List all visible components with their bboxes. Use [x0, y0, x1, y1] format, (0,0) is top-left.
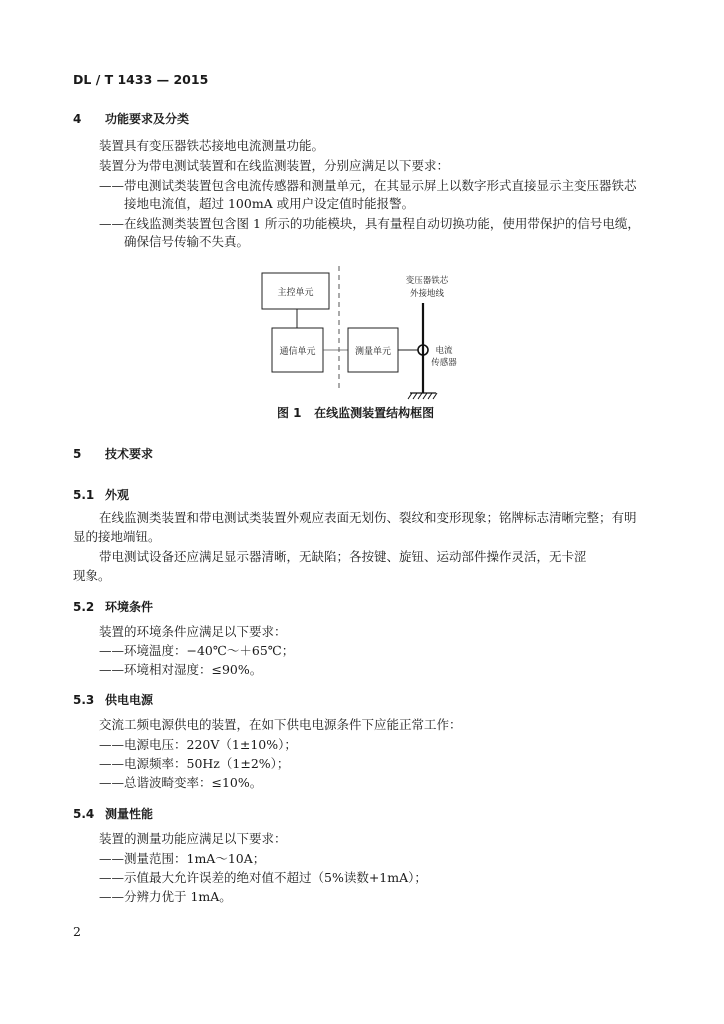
comm-unit-label: 通信单元: [279, 347, 316, 357]
section-title: 技术要求: [105, 447, 154, 461]
ground-label-line1: 变压器铁芯: [405, 276, 449, 286]
document-code: DL / T 1433 — 2015: [73, 72, 209, 87]
list-item: ——电源电压：220V（1±10%）；: [99, 737, 297, 752]
subsection-heading-5-4: [73, 806, 153, 822]
paragraph-line: 交流工频电源供电的装置，在如下供电电源条件下应能正常工作：: [99, 717, 462, 732]
list-item: ——在线监测类装置包含图 1 所示的功能模块，具有量程自动切换功能，使用带保护的信号电缆，: [99, 216, 640, 231]
section-title: 外观: [105, 488, 130, 502]
list-item: ——分辨力优于 1mA。: [99, 889, 232, 904]
section-title: 功能要求及分类: [105, 112, 190, 126]
host-unit-label: 主控单元: [277, 288, 314, 298]
subsection-heading-5-2: [73, 599, 153, 615]
paragraph-line: 带电测试设备还应满足显示器清晰，无缺陷；各按键、旋钮、运动部件操作灵活，无卡涩: [99, 549, 587, 564]
section-number: 5: [73, 447, 82, 461]
sensor-label-line2: 传感器: [431, 358, 457, 368]
section-title: 测量性能: [105, 807, 154, 821]
paragraph-line: 装置分为带电测试装置和在线监测装置，分别应满足以下要求：: [99, 158, 450, 173]
paragraph-line: 装置的测量功能应满足以下要求：: [99, 831, 287, 846]
list-item: ——电源频率：50Hz（1±2%）；: [99, 756, 290, 771]
list-item: ——环境温度：−40℃～＋65℃；: [99, 643, 295, 658]
section-number: 5.2: [73, 600, 95, 614]
paragraph-line: 显的接地端钮。: [73, 529, 161, 544]
paragraph-line: 装置具有变压器铁芯接地电流测量功能。: [99, 138, 325, 153]
list-item-continuation: 确保信号传输不失真。: [124, 234, 250, 249]
section-title: 环境条件: [105, 600, 154, 614]
list-item: ——环境相对湿度：≤90%。: [99, 662, 263, 677]
sensor-label-line1: 电流: [435, 346, 453, 356]
list-item: ——带电测试类装置包含电流传感器和测量单元，在其显示屏上以数字形式直接显示主变压器铁芯: [99, 178, 637, 193]
section-number: 5.4: [73, 807, 95, 821]
page-number: 2: [73, 924, 81, 939]
figure-caption: [277, 405, 434, 421]
ground-symbol-hatch: [408, 393, 437, 399]
subsection-heading-5-3: [73, 692, 153, 708]
section-title: 供电电源: [105, 693, 154, 707]
section-number: 4: [73, 112, 82, 126]
list-item: ——总谐波畸变率：≤10%。: [99, 775, 263, 790]
list-item: ——测量范围：1mA～10A；: [99, 851, 266, 866]
section-heading-5: [73, 446, 153, 462]
section-number: 5.3: [73, 693, 95, 707]
figure-title: 在线监测装置结构框图: [314, 406, 435, 420]
section-number: 5.1: [73, 488, 95, 502]
paragraph-line: 在线监测类装置和带电测试类装置外观应表面无划伤、裂纹和变形现象；铭牌标志清晰完整；有明: [99, 510, 637, 525]
list-item: ——示值最大允许误差的绝对值不超过（5%读数+1mA）；: [99, 870, 427, 885]
paragraph-line: 装置的环境条件应满足以下要求：: [99, 624, 287, 639]
paragraph-line: 现象。: [73, 568, 111, 583]
measure-unit-label: 测量单元: [354, 347, 392, 357]
subsection-heading-5-1: [73, 487, 129, 503]
figure-number: 图 1: [277, 406, 302, 420]
list-item-continuation: 接地电流值，超过 100mA 或用户设定值时能报警。: [124, 196, 415, 211]
ground-label-line2: 外接地线: [409, 289, 445, 299]
